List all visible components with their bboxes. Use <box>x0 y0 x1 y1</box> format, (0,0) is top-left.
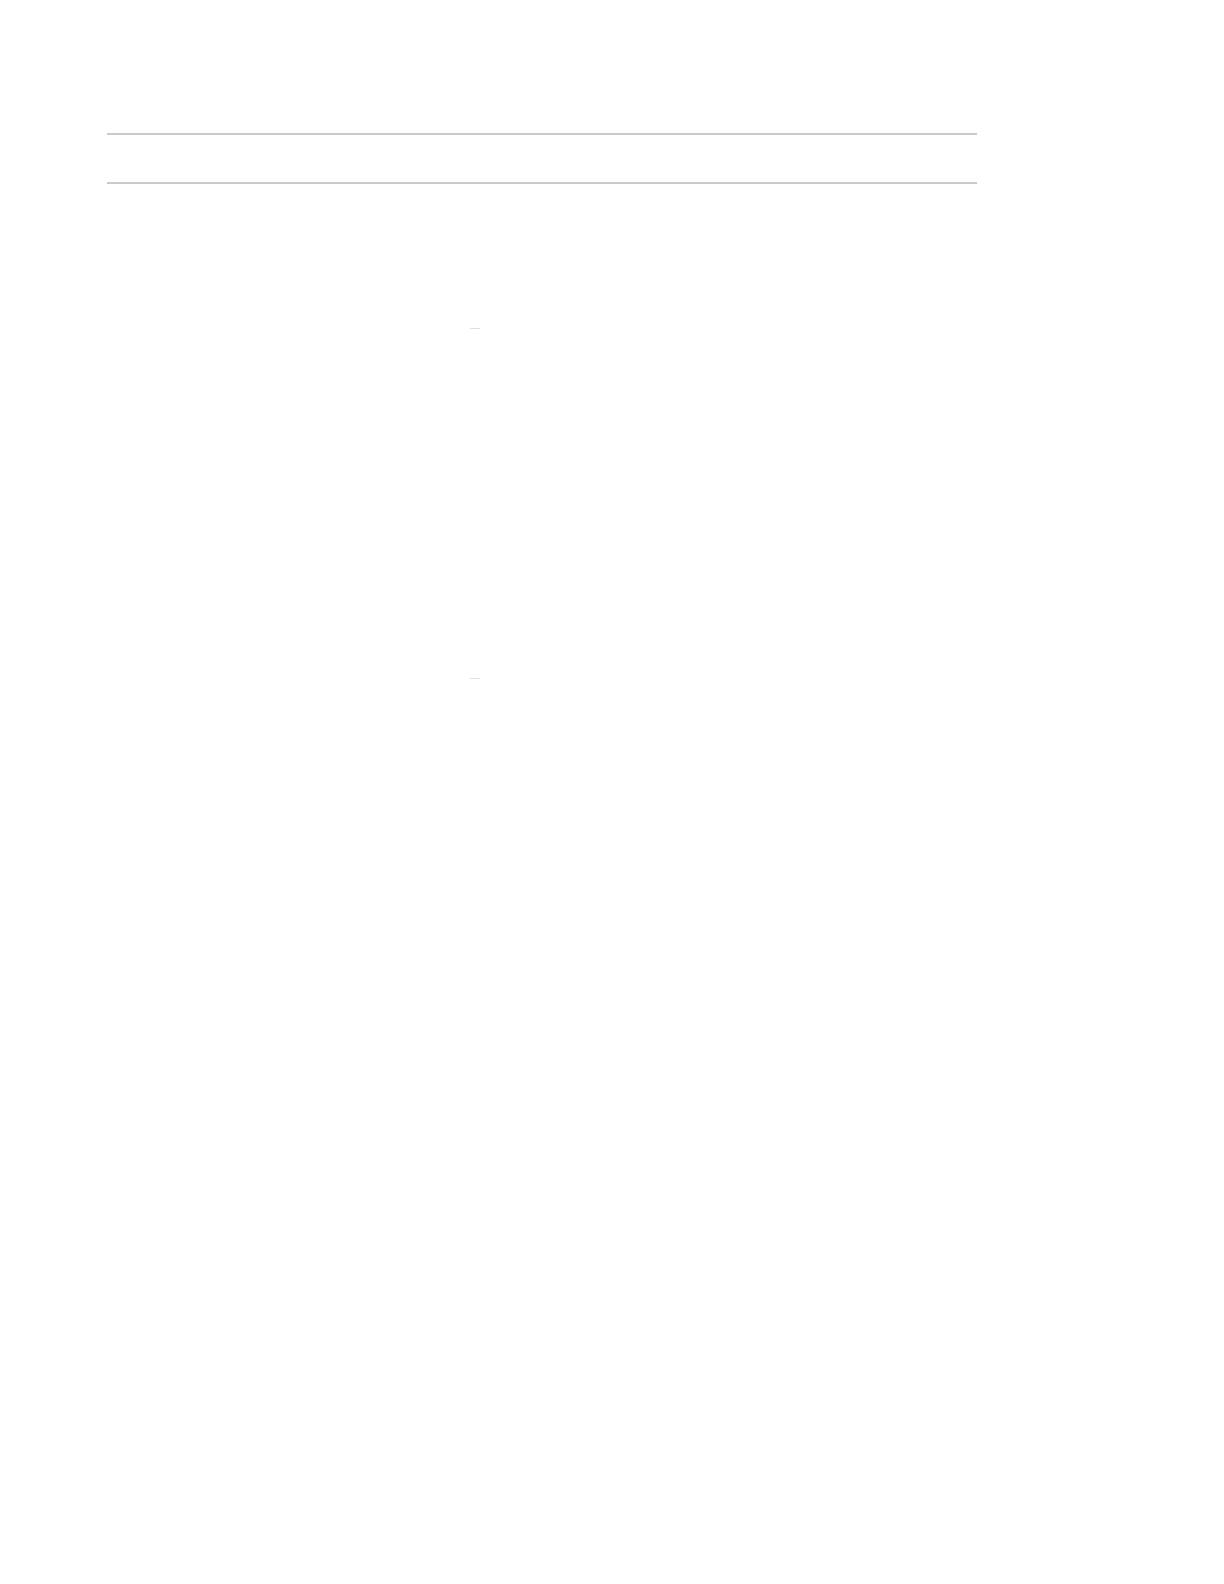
scan-artifact <box>470 328 480 329</box>
table-row <box>0 331 1224 348</box>
table-row <box>0 297 1224 314</box>
table-row <box>0 1004 1224 1021</box>
table-row <box>0 383 1224 400</box>
table-row <box>0 849 1224 866</box>
table-row <box>0 366 1224 383</box>
table-row <box>0 1211 1224 1228</box>
table-row <box>0 1125 1224 1142</box>
table-row <box>0 210 1224 227</box>
table-row <box>0 1056 1224 1073</box>
table-row <box>0 883 1224 900</box>
top-rule <box>107 133 977 135</box>
table-row <box>0 969 1224 986</box>
table-row <box>0 279 1224 296</box>
scan-artifact <box>470 678 480 679</box>
table-row <box>0 521 1224 538</box>
table-row <box>0 987 1224 1004</box>
table-row <box>0 607 1224 624</box>
table-row <box>0 659 1224 676</box>
table-row <box>0 728 1224 745</box>
table-row <box>0 538 1224 555</box>
table-row <box>0 590 1224 607</box>
table-row <box>0 900 1224 917</box>
table-row <box>0 555 1224 572</box>
table-row <box>0 935 1224 952</box>
header-rule <box>107 182 977 184</box>
table-row <box>0 831 1224 848</box>
table-row <box>0 642 1224 659</box>
table-row <box>0 435 1224 452</box>
table-row <box>0 1038 1224 1055</box>
table-row <box>0 314 1224 331</box>
table-row <box>0 1435 1224 1452</box>
table-row <box>0 228 1224 245</box>
table-row <box>0 693 1224 710</box>
table-row <box>0 1280 1224 1297</box>
table-row <box>0 245 1224 262</box>
table-row <box>0 1073 1224 1090</box>
table-row <box>0 711 1224 728</box>
table-row <box>0 814 1224 831</box>
table-row <box>0 1263 1224 1280</box>
table-row <box>0 400 1224 417</box>
table-row <box>0 1366 1224 1383</box>
table-row <box>0 1383 1224 1400</box>
parts-table <box>0 193 1224 1452</box>
table-row <box>0 745 1224 762</box>
table-row <box>0 1314 1224 1331</box>
table-row <box>0 866 1224 883</box>
table-row <box>0 1107 1224 1124</box>
table-row <box>0 1349 1224 1366</box>
table-row <box>0 1176 1224 1193</box>
table-row <box>0 952 1224 969</box>
table-row <box>0 417 1224 434</box>
table-row <box>0 1142 1224 1159</box>
table-row <box>0 1401 1224 1418</box>
table-row <box>0 452 1224 469</box>
table-row <box>0 193 1224 210</box>
table-row <box>0 348 1224 365</box>
table-row <box>0 1194 1224 1211</box>
table-row <box>0 1418 1224 1435</box>
table-row <box>0 797 1224 814</box>
table-row <box>0 918 1224 935</box>
table-row <box>0 1090 1224 1107</box>
table-row <box>0 624 1224 641</box>
table-row <box>0 573 1224 590</box>
table-row <box>0 1021 1224 1038</box>
table-row <box>0 762 1224 779</box>
table-row <box>0 486 1224 503</box>
table-row <box>0 504 1224 521</box>
table-row <box>0 262 1224 279</box>
table-row <box>0 1297 1224 1314</box>
table-row <box>0 469 1224 486</box>
table-row <box>0 1332 1224 1349</box>
table-row <box>0 676 1224 693</box>
table-row <box>0 1228 1224 1245</box>
table-row <box>0 1159 1224 1176</box>
table-row <box>0 780 1224 797</box>
table-row <box>0 1245 1224 1262</box>
